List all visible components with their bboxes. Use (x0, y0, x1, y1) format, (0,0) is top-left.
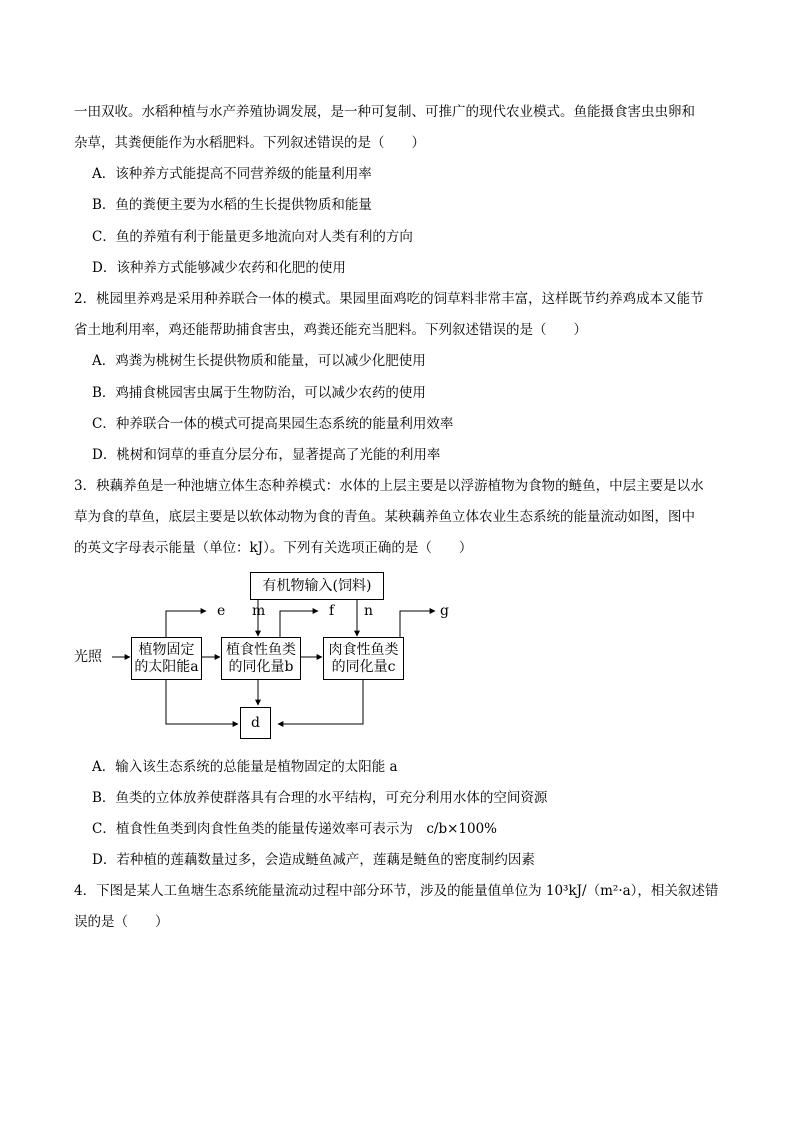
q1-option-c[interactable]: C．鱼的养殖有利于能量更多地流向对人类有利的方向 (92, 229, 413, 245)
q4-text-line-2: 误的是（ ） (74, 914, 169, 930)
q3-text-line-2: 草为食的草鱼，底层主要是以软体动物为食的青鱼。某秧藕养鱼立体农业生态系统的能量流动如图，图中 (74, 509, 695, 525)
label-n: n (364, 603, 374, 619)
label-e: e (217, 603, 226, 619)
q4-text-line-1: 4．下图是某人工鱼塘生态系统能量流动过程中部分环节，涉及的能量值单位为 10³kJ/（m²·a），相关叙述错 (74, 883, 719, 899)
q2-text-line-1: 2．桃园里养鸡是采用种养联合一体的模式。果园里面鸡吃的饲草料非常丰富，这样既节约养鸡成本又能节 (74, 291, 704, 307)
q2-text-line-2: 省土地利用率，鸡还能帮助捕食害虫，鸡粪还能充当肥料。下列叙述错误的是（ ） (74, 322, 587, 338)
q2-option-d[interactable]: D．桃树和饲草的垂直分层分布，显著提高了光能的利用率 (92, 447, 441, 463)
feed-input-box: 有机物输入(饲料) (250, 572, 384, 600)
plant-energy-box (131, 637, 202, 680)
plant-box-line-2: 的太阳能a (134, 659, 199, 675)
q1-option-a[interactable]: A．该种养方式能提高不同营养级的能量利用率 (92, 166, 372, 182)
q3-option-a[interactable]: A．输入该生态系统的总能量是植物固定的太阳能 a (92, 759, 398, 775)
q3-option-d[interactable]: D．若种植的莲藕数量过多，会造成鲢鱼减产，莲藕是鲢鱼的密度制约因素 (92, 852, 535, 868)
herbivore-fish-box (221, 637, 301, 680)
sunlight-label: 光照 (74, 649, 102, 665)
label-m: m (252, 603, 266, 619)
carnivore-box-line-1: 肉食性鱼类 (328, 642, 399, 658)
decomposer-d-box: d (240, 707, 271, 739)
q3-text-line-3: 的英文字母表示能量（单位：kJ）。下列有关选项正确的是（ ） (74, 540, 473, 556)
herbivore-box-line-1: 植食性鱼类 (226, 642, 296, 658)
q2-option-a[interactable]: A．鸡粪为桃树生长提供物质和能量，可以减少化肥使用 (92, 353, 426, 369)
herbivore-box-line-2: 的同化量b (228, 659, 294, 675)
q3-text-line-1: 3．秧藕养鱼是一种池塘立体生态种养模式：水体的上层主要是以浮游植物为食物的鲢鱼，中层主要是以水 (74, 478, 704, 494)
label-f: f (329, 603, 335, 619)
q1-option-b[interactable]: B．鱼的粪便主要为水稻的生长提供物质和能量 (92, 197, 372, 213)
q2-option-c[interactable]: C．种养联合一体的模式可提高果园生态系统的能量利用效率 (92, 416, 454, 432)
energy-flow-diagram (74, 566, 494, 746)
label-g: g (440, 603, 449, 619)
q3-option-b[interactable]: B．鱼类的立体放养使群落具有合理的水平结构，可充分利用水体的空间资源 (92, 790, 548, 806)
q2-option-b[interactable]: B．鸡捕食桃园害虫属于生物防治，可以减少农药的使用 (92, 385, 426, 401)
q1-text-line-1: 一田双收。水稻种植与水产养殖协调发展，是一种可复制、可推广的现代农业模式。鱼能摄食害虫虫卵和 (74, 104, 695, 120)
q1-text-line-2: 杂草，其粪便能作为水稻肥料。下列叙述错误的是（ ） (74, 135, 425, 151)
carnivore-fish-box (323, 637, 404, 680)
q1-option-d[interactable]: D．该种养方式能够减少农药和化肥的使用 (92, 260, 346, 276)
carnivore-box-line-2: 的同化量c (331, 659, 396, 675)
plant-box-line-1: 植物固定 (138, 642, 195, 658)
q3-option-c[interactable]: C．植食性鱼类到肉食性鱼类的能量传递效率可表示为 c/b×100% (92, 821, 497, 837)
